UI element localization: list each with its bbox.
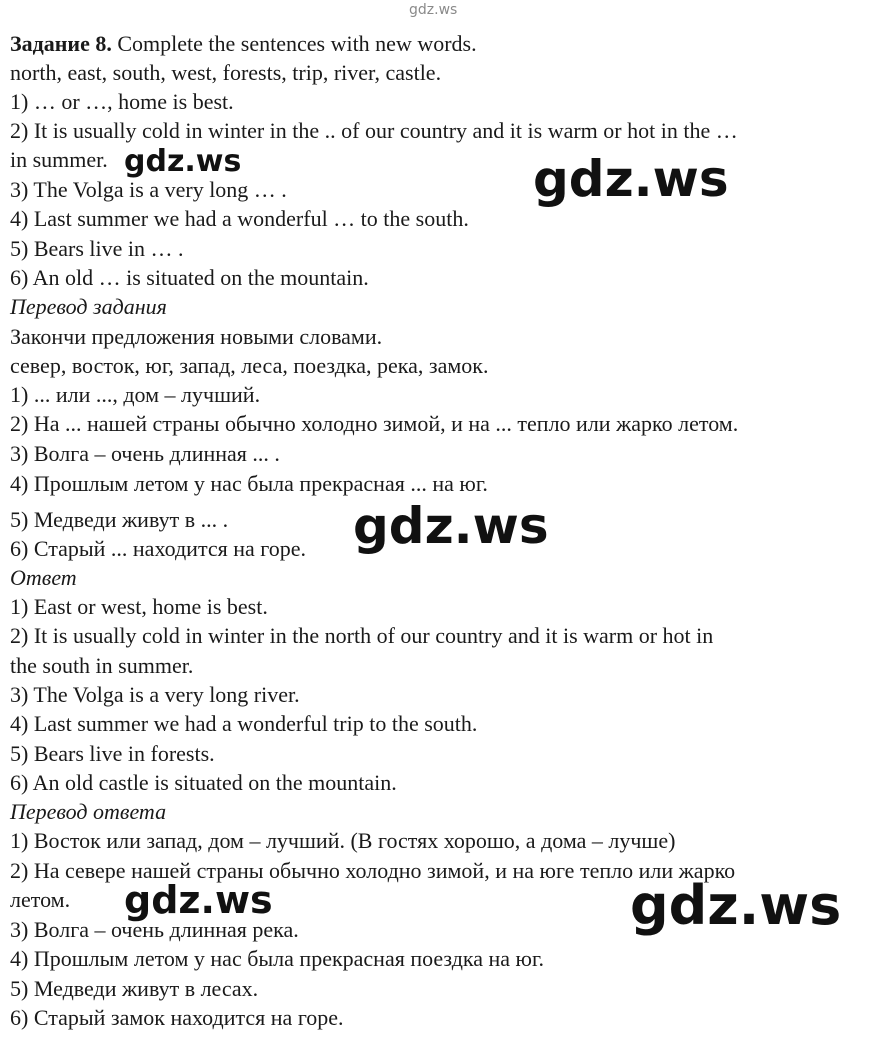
answer-translation-sentence: 1) Восток или запад, дом – лучший. (В гостях хорошо, а дома – лучше) bbox=[10, 828, 676, 853]
task-translation-sentence: 5) Медведи живут в ... . bbox=[10, 507, 229, 532]
task-sentence: 3) The Volga is a very long … . bbox=[10, 177, 287, 202]
answer-translation-heading: Перевод ответа bbox=[10, 799, 167, 824]
watermark-large: gdz.ws bbox=[353, 497, 549, 555]
answer-translation-sentence: 4) Прошлым летом у нас была прекрасная поездка на юг. bbox=[10, 946, 545, 971]
task-translation-sentence: 6) Старый ... находится на горе. bbox=[10, 536, 306, 561]
task-translation-sentence: 1) ... или ..., дом – лучший. bbox=[10, 382, 261, 407]
watermark-small: gdz.ws bbox=[124, 144, 242, 179]
answer-sentence: 6) An old castle is situated on the mountain. bbox=[10, 770, 397, 795]
answer-translation-sentence: 6) Старый замок находится на горе. bbox=[10, 1005, 344, 1030]
answer-translation-sentence: 2) На севере нашей страны обычно холодно зимой, и на юге тепло или жарко bbox=[10, 858, 736, 883]
task-sentence: 1) … or …, home is best. bbox=[10, 89, 234, 114]
answer-sentence: 4) Last summer we had a wonderful trip to the south. bbox=[10, 711, 478, 736]
task-translation-sentence: 3) Волга – очень длинная ... . bbox=[10, 441, 280, 466]
task-translation-instruction: Закончи предложения новыми словами. bbox=[10, 324, 383, 349]
task-sentence: 2) It is usually cold in winter in the .. of our country and it is warm or hot in the … bbox=[10, 118, 738, 143]
task-label: Задание 8. bbox=[10, 31, 112, 56]
watermark-large: gdz.ws bbox=[630, 874, 842, 937]
task-title bbox=[10, 31, 477, 57]
watermark-small: gdz.ws bbox=[124, 878, 273, 922]
task-translation-heading: Перевод задания bbox=[10, 294, 167, 319]
task-word-bank: north, east, south, west, forests, trip, river, castle. bbox=[10, 60, 442, 85]
answer-sentence: 5) Bears live in forests. bbox=[10, 741, 215, 766]
answer-translation-sentence: 5) Медведи живут в лесах. bbox=[10, 976, 259, 1001]
task-instruction: Complete the sentences with new words. bbox=[111, 31, 477, 56]
answer-heading: Ответ bbox=[10, 565, 77, 590]
task-translation-sentence: 2) На ... нашей страны обычно холодно зимой, и на ... тепло или жарко летом. bbox=[10, 411, 739, 436]
answer-sentence: 1) East or west, home is best. bbox=[10, 594, 268, 619]
answer-sentence: 3) The Volga is a very long river. bbox=[10, 682, 300, 707]
watermark-top: gdz.ws bbox=[409, 2, 458, 18]
task-translation-sentence: 4) Прошлым летом у нас была прекрасная ... на юг. bbox=[10, 471, 488, 496]
task-sentence: 6) An old … is situated on the mountain. bbox=[10, 265, 369, 290]
task-sentence: 5) Bears live in … . bbox=[10, 236, 184, 261]
answer-sentence: 2) It is usually cold in winter in the north of our country and it is warm or hot in bbox=[10, 623, 714, 648]
answer-translation-sentence: летом. bbox=[10, 887, 71, 912]
task-sentence: in summer. bbox=[10, 147, 108, 172]
answer-sentence: the south in summer. bbox=[10, 653, 194, 678]
watermark-large: gdz.ws bbox=[533, 150, 729, 208]
task-sentence: 4) Last summer we had a wonderful … to the south. bbox=[10, 206, 469, 231]
task-translation-word-bank: север, восток, юг, запад, леса, поездка, река, замок. bbox=[10, 353, 489, 378]
answer-translation-sentence: 3) Волга – очень длинная река. bbox=[10, 917, 299, 942]
